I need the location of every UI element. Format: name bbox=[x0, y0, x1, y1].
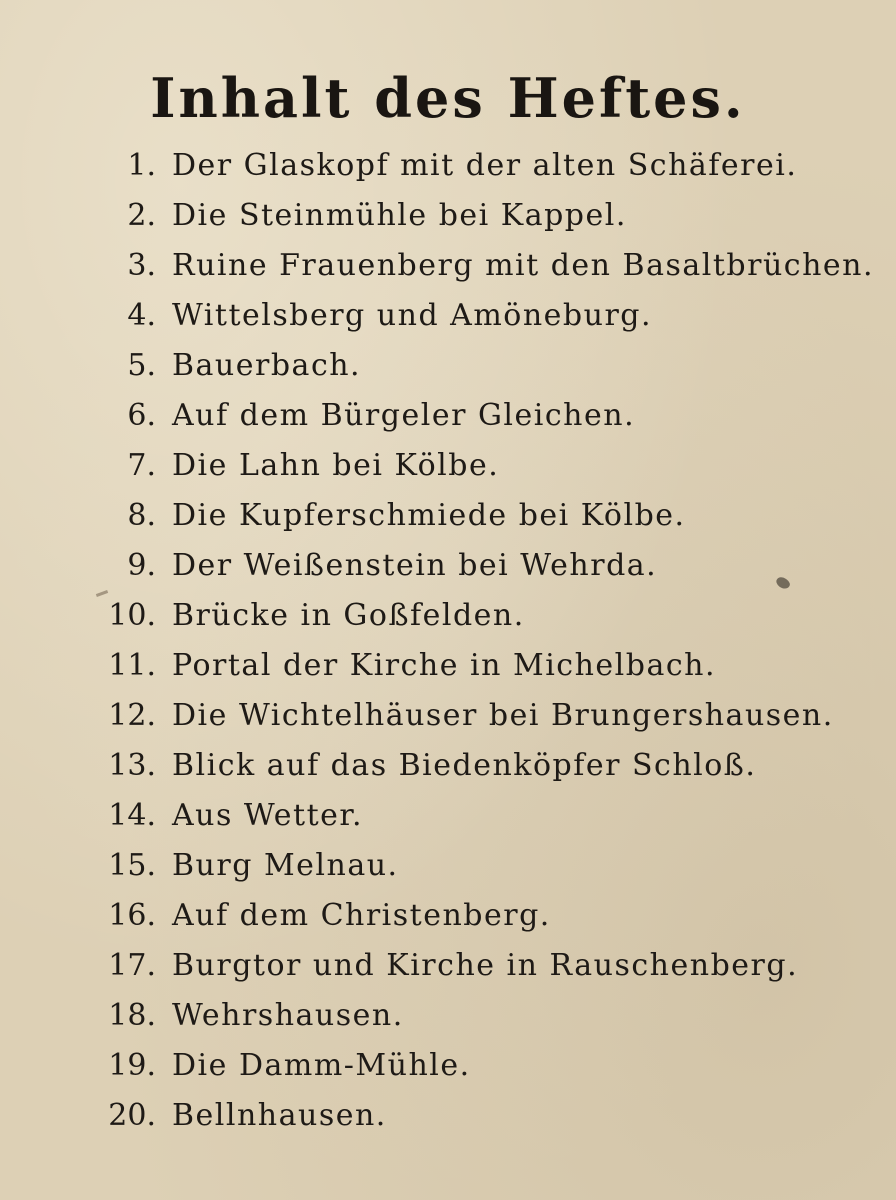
entry-number: 17. bbox=[108, 947, 156, 983]
entry-title: Die Damm-Mühle. bbox=[172, 1047, 471, 1083]
toc-entry bbox=[96, 590, 876, 640]
toc-entry bbox=[96, 290, 876, 340]
toc-entry bbox=[96, 640, 876, 690]
entry-number: 8. bbox=[127, 497, 156, 533]
toc-entry bbox=[96, 740, 876, 790]
entry-title: Die Wichtelhäuser bei Brungershausen. bbox=[172, 697, 834, 733]
entry-number: 1. bbox=[127, 147, 156, 183]
entry-title: Der Weißenstein bei Wehrda. bbox=[172, 547, 658, 583]
toc-entry bbox=[96, 1090, 876, 1140]
entry-number: 3. bbox=[127, 247, 156, 283]
entry-title: Bellnhausen. bbox=[172, 1097, 387, 1133]
entry-number: 14. bbox=[108, 797, 156, 833]
toc-entry bbox=[96, 340, 876, 390]
entry-title: Wittelsberg und Amöneburg. bbox=[172, 297, 653, 333]
entry-number: 7. bbox=[127, 447, 156, 483]
entry-title: Die Lahn bei Kölbe. bbox=[172, 447, 500, 483]
entry-title: Die Steinmühle bei Kappel. bbox=[172, 197, 627, 233]
page-title: Inhalt des Heftes. bbox=[150, 66, 746, 131]
toc-entry bbox=[96, 390, 876, 440]
entry-title: Brücke in Goßfelden. bbox=[172, 597, 525, 633]
toc-entry bbox=[96, 190, 876, 240]
entry-title: Auf dem Bürgeler Gleichen. bbox=[172, 397, 636, 433]
entry-number: 15. bbox=[108, 847, 156, 883]
toc-entry bbox=[96, 490, 876, 540]
toc-entry bbox=[96, 790, 876, 840]
toc-entry bbox=[96, 1040, 876, 1090]
entry-title: Ruine Frauenberg mit den Basaltbrüchen. bbox=[172, 247, 875, 283]
entry-title: Wehrshausen. bbox=[172, 997, 404, 1033]
entry-number: 20. bbox=[108, 1097, 156, 1133]
entry-number: 13. bbox=[108, 747, 156, 783]
toc-entry bbox=[96, 690, 876, 740]
entry-number: 6. bbox=[127, 397, 156, 433]
toc-entry bbox=[96, 940, 876, 990]
entry-number: 16. bbox=[108, 897, 156, 933]
toc-entry bbox=[96, 840, 876, 890]
entry-number: 11. bbox=[108, 647, 156, 683]
entry-number: 2. bbox=[127, 197, 156, 233]
entry-title: Die Kupferschmiede bei Kölbe. bbox=[172, 497, 686, 533]
table-of-contents bbox=[96, 140, 876, 1140]
entry-title: Auf dem Christenberg. bbox=[172, 897, 551, 933]
entry-number: 5. bbox=[127, 347, 156, 383]
entry-title: Portal der Kirche in Michelbach. bbox=[172, 647, 717, 683]
entry-number: 19. bbox=[108, 1047, 156, 1083]
entry-title: Der Glaskopf mit der alten Schäferei. bbox=[172, 147, 798, 183]
entry-number: 4. bbox=[127, 297, 156, 333]
entry-title: Aus Wetter. bbox=[172, 797, 364, 833]
entry-number: 10. bbox=[108, 597, 156, 633]
toc-entry bbox=[96, 440, 876, 490]
toc-entry bbox=[96, 140, 876, 190]
entry-number: 9. bbox=[127, 547, 156, 583]
entry-title: Burg Melnau. bbox=[172, 847, 399, 883]
toc-entry bbox=[96, 540, 876, 590]
entry-title: Burgtor und Kirche in Rauschenberg. bbox=[172, 947, 799, 983]
entry-number: 18. bbox=[108, 997, 156, 1033]
toc-entry bbox=[96, 890, 876, 940]
entry-title: Blick auf das Biedenköpfer Schloß. bbox=[172, 747, 757, 783]
entry-title: Bauerbach. bbox=[172, 347, 362, 383]
entry-number: 12. bbox=[108, 697, 156, 733]
toc-entry bbox=[96, 990, 876, 1040]
toc-entry bbox=[96, 240, 876, 290]
